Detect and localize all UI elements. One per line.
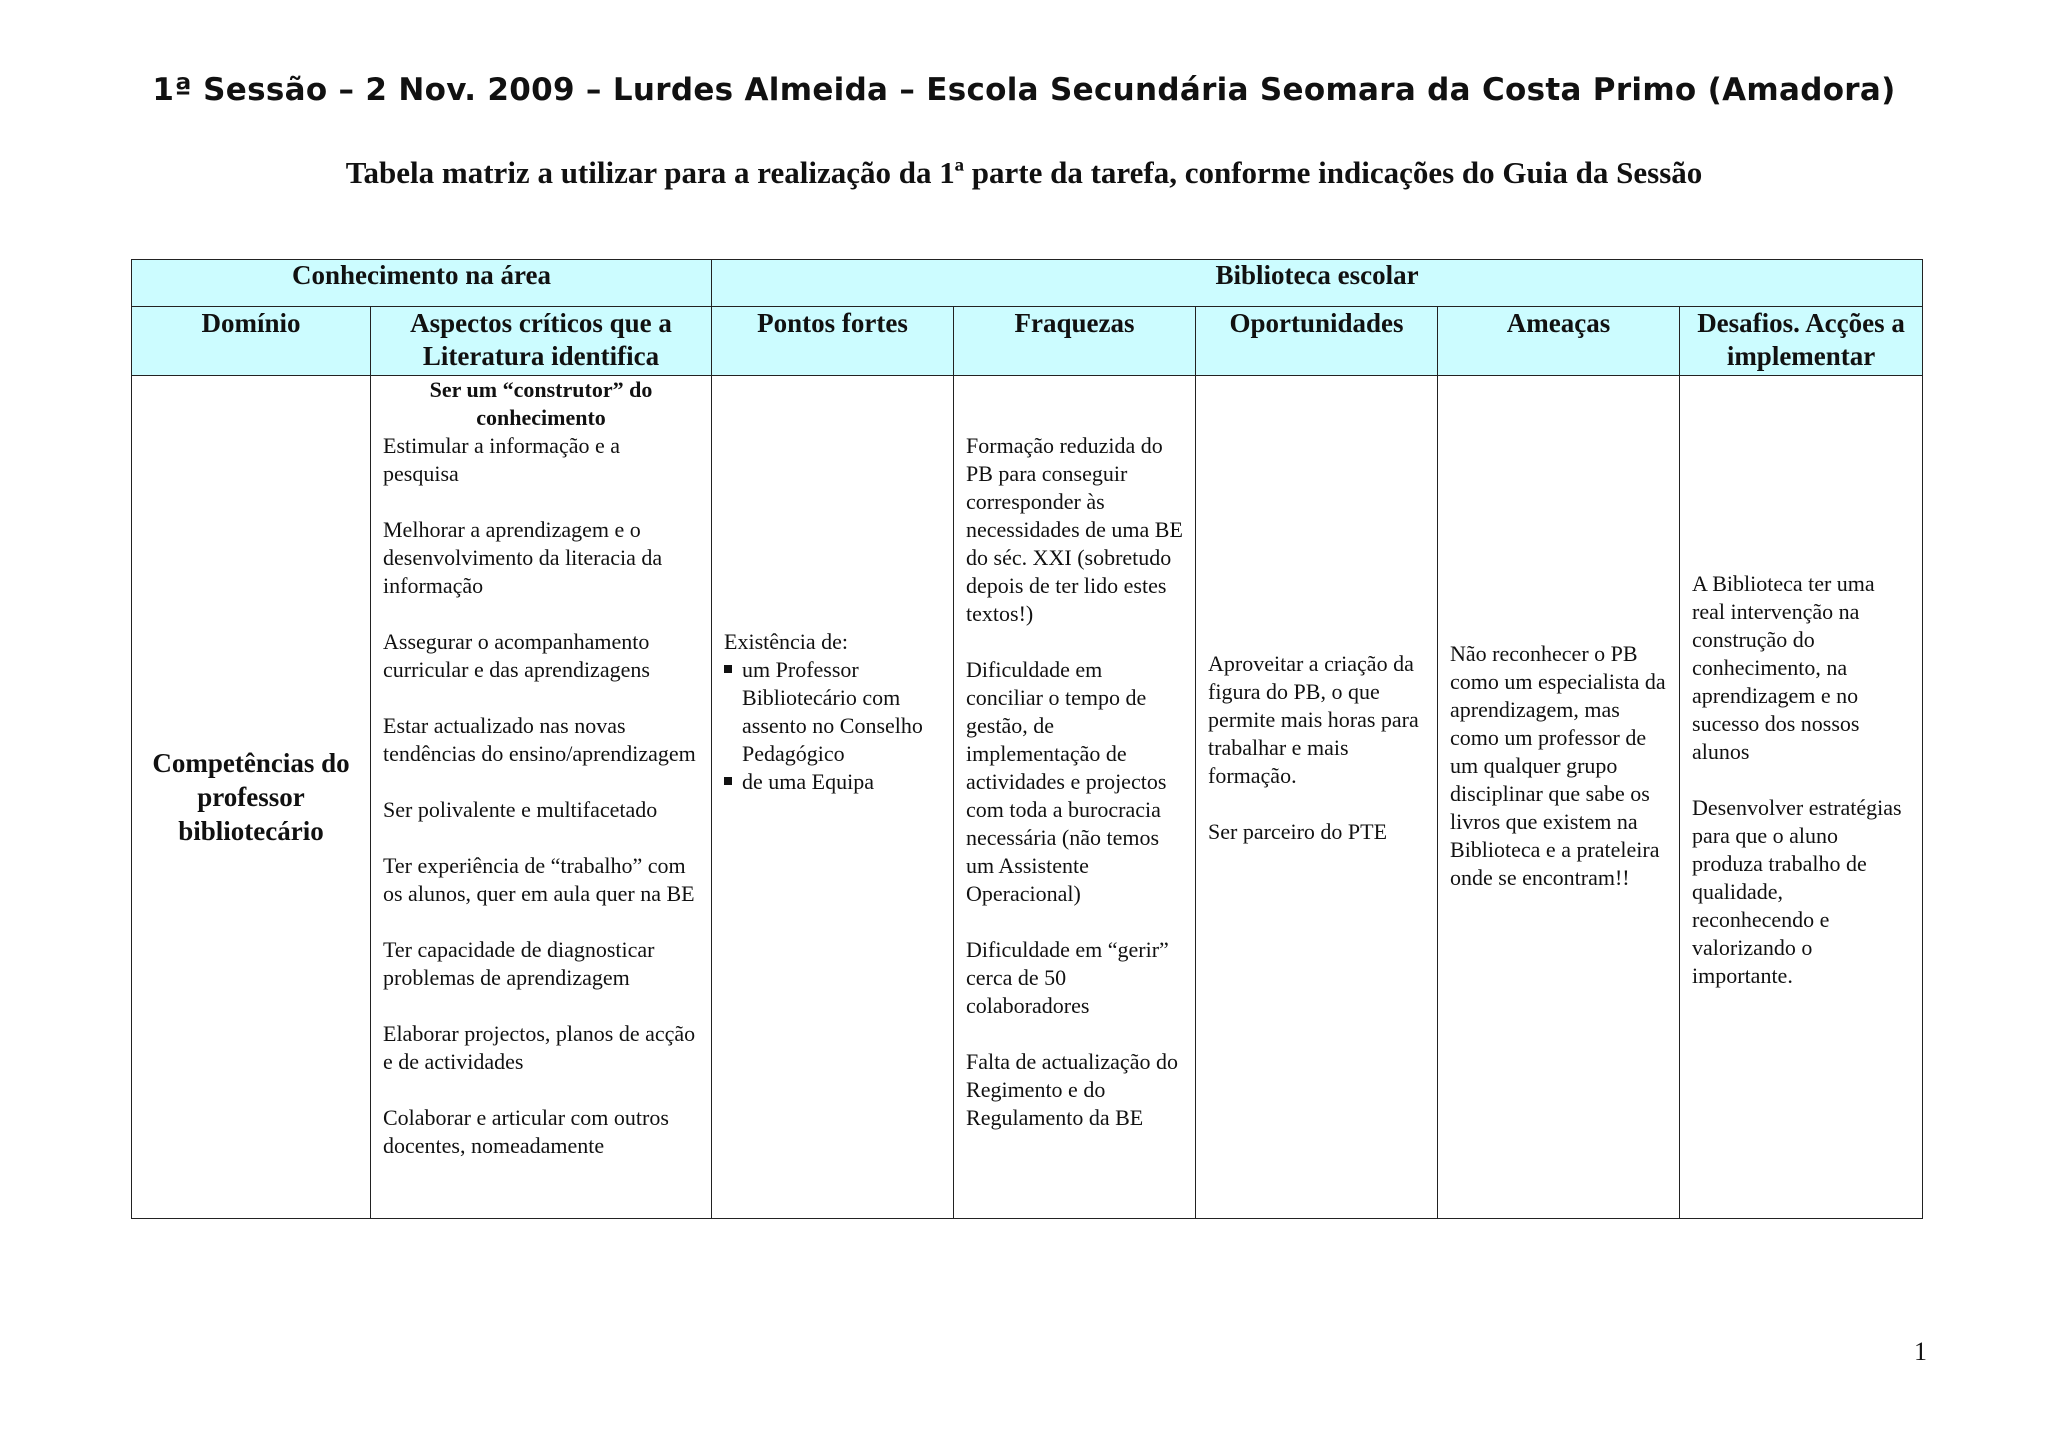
column-header-dominio: Domínio	[132, 307, 371, 376]
desafio-item: A Biblioteca ter uma real intervenção na construção do conhecimento, na aprendizagem e no sucesso dos nossos alunos	[1692, 571, 1875, 764]
column-header-desafios: Desafios. Acções a implementar	[1680, 307, 1923, 376]
cell-oportunidades	[1196, 376, 1438, 1219]
cell-aspectos	[371, 376, 712, 1219]
ameaca-item: Não reconhecer o PB como um especialista da aprendizagem, mas como um professor de um qualquer grupo disciplinar que sabe os livros que existem na Biblioteca e a prateleira onde se encontram!!	[1450, 641, 1666, 890]
document-title: 1ª Sessão – 2 Nov. 2009 – Lurdes Almeida – Escola Secundária Seomara da Costa Primo (Amadora)	[152, 72, 1896, 108]
oportunidade-item: Aproveitar a criação da figura do PB, o que permite mais horas para trabalhar e mais formação.	[1208, 651, 1419, 788]
column-header-aspectos: Aspectos críticos que a Literatura identifica	[371, 307, 712, 376]
group-header-knowledge: Conhecimento na área	[132, 260, 712, 307]
desafio-item: Desenvolver estratégias para que o aluno produza trabalho de qualidade, reconhecendo e valorizando o importante.	[1692, 795, 1902, 988]
pontos-fortes-intro: Existência de:	[724, 629, 849, 654]
column-header-ameacas: Ameaças	[1438, 307, 1680, 376]
dominio-text: Competências do professor bibliotecário	[152, 748, 350, 846]
aspecto-item: Estimular a informação e a pesquisa	[383, 433, 621, 486]
table-row	[132, 376, 1923, 1219]
aspecto-item: Melhorar a aprendizagem e o desenvolvimento da literacia da informação	[383, 517, 663, 598]
swot-matrix-table	[131, 259, 1923, 1219]
column-header-row	[132, 307, 1923, 376]
aspecto-item: Colaborar e articular com outros docentes, nomeadamente	[383, 1105, 669, 1158]
aspecto-item: Ter capacidade de diagnosticar problemas de aprendizagem	[383, 937, 655, 990]
aspecto-item: Elaborar projectos, planos de acção e de actividades	[383, 1021, 696, 1074]
aspecto-item: Assegurar o acompanhamento curricular e das aprendizagens	[383, 629, 650, 682]
aspectos-heading: Ser um “construtor” do conhecimento	[429, 377, 653, 430]
group-header-row	[132, 260, 1923, 307]
column-header-oportunidades: Oportunidades	[1196, 307, 1438, 376]
fraqueza-item: Dificuldade em “gerir” cerca de 50 colaboradores	[966, 937, 1169, 1018]
cell-desafios	[1680, 376, 1923, 1219]
aspecto-item: Ser polivalente e multifacetado	[383, 797, 658, 822]
fraqueza-item: Formação reduzida do PB para conseguir corresponder às necessidades de uma BE do séc. XXI (sobretudo depois de ter lido estes textos!)	[966, 433, 1183, 626]
list-item: um Professor Bibliotecário com assento no Conselho Pedagógico	[724, 656, 941, 768]
cell-ameacas	[1438, 376, 1680, 1219]
column-header-pontos-fortes: Pontos fortes	[712, 307, 954, 376]
document-subtitle: Tabela matriz a utilizar para a realização da 1ª parte da tarefa, conforme indicações do Guia da Sessão	[345, 155, 1703, 190]
cell-fraquezas	[954, 376, 1196, 1219]
page-number: 1	[1914, 1337, 1927, 1366]
cell-dominio	[132, 376, 371, 1219]
column-header-fraquezas: Fraquezas	[954, 307, 1196, 376]
square-bullet-icon	[724, 777, 732, 785]
fraqueza-item: Falta de actualização do Regimento e do Regulamento da BE	[966, 1049, 1178, 1130]
group-header-library: Biblioteca escolar	[712, 260, 1923, 307]
cell-pontos-fortes	[712, 376, 954, 1219]
oportunidade-item: Ser parceiro do PTE	[1208, 819, 1388, 844]
square-bullet-icon	[724, 665, 732, 673]
pontos-fortes-list	[724, 656, 941, 796]
fraqueza-item: Dificuldade em conciliar o tempo de gestão, de implementação de actividades e projectos com toda a burocracia necessária (não temos um Assistente Operacional)	[966, 657, 1167, 906]
aspecto-item: Ter experiência de “trabalho” com os alunos, quer em aula quer na BE	[383, 853, 695, 906]
aspecto-item: Estar actualizado nas novas tendências do ensino/aprendizagem	[383, 713, 696, 766]
list-item: de uma Equipa	[724, 768, 941, 796]
